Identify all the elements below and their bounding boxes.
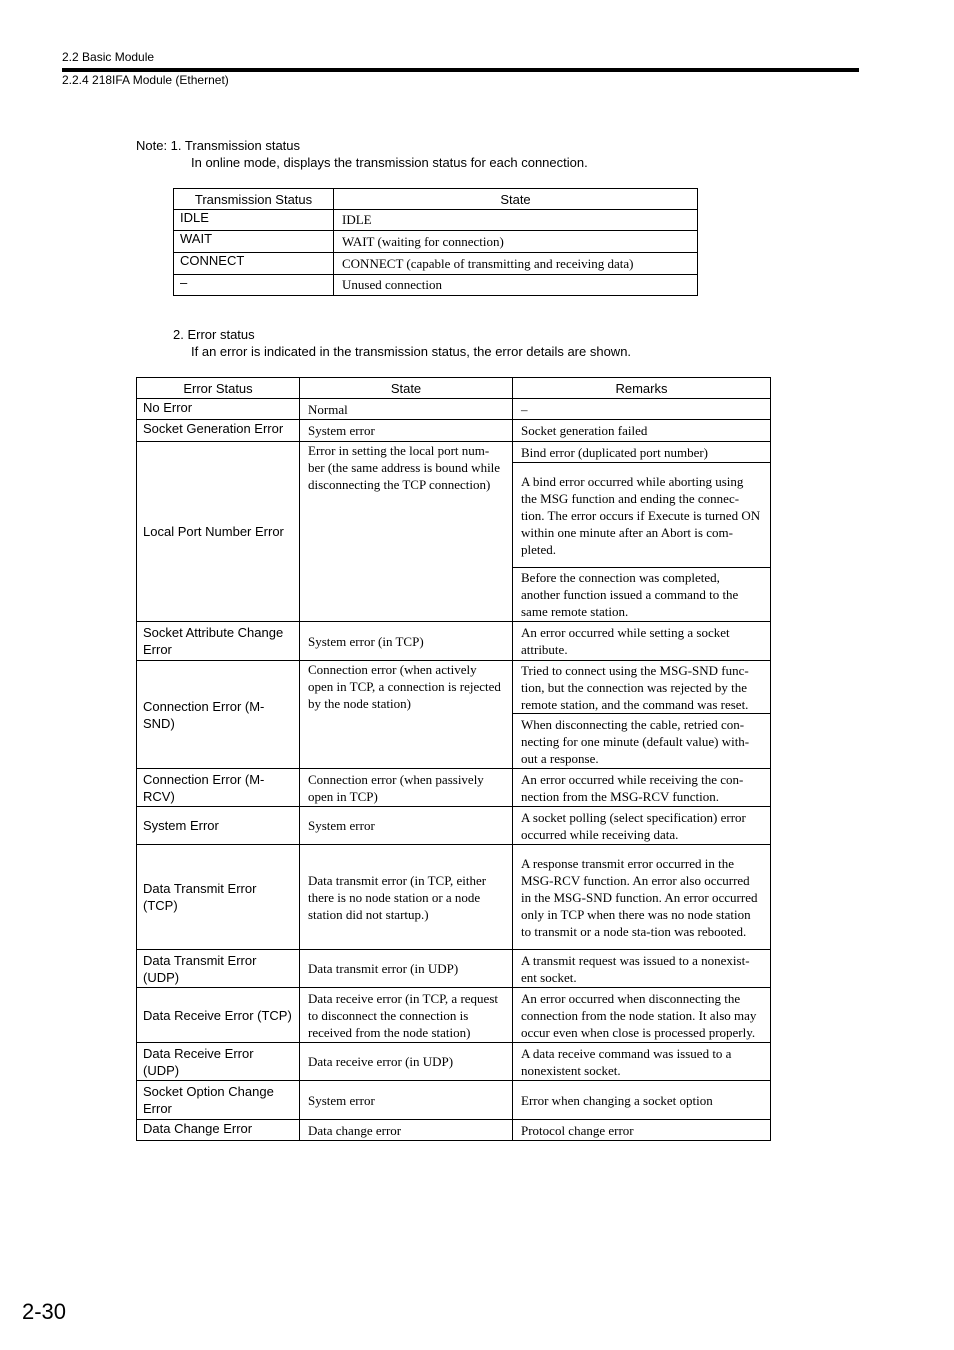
remarks-cell: Socket generation failed	[513, 420, 771, 442]
remarks-cell: An error occurred while receiving the con-nection from the MSG-RCV function.	[513, 769, 771, 807]
state-cell: System error (in TCP)	[300, 622, 513, 661]
table-row	[137, 1043, 771, 1081]
error-status-cell: Socket Attribute Change Error	[137, 622, 300, 661]
note1-title: Note: 1. Transmission status	[136, 138, 301, 153]
state-cell: Data transmit error (in TCP, either there is no node station or a node station did not startup.)	[300, 845, 513, 950]
remarks-cell: An error occurred while setting a socket attribute.	[513, 622, 771, 661]
remarks-cell: Bind error (duplicated port number)	[513, 442, 771, 463]
error-status-cell: Socket Option Change Error	[137, 1081, 300, 1120]
table-row	[137, 950, 771, 988]
table-header-row	[137, 378, 771, 399]
subsection-header: 2.2.4 218IFA Module (Ethernet)	[62, 73, 229, 87]
error-status-cell: System Error	[137, 807, 300, 845]
table-row	[137, 399, 771, 420]
remarks-cell: A data receive command was issued to a nonexistent socket.	[513, 1043, 771, 1081]
state-cell: WAIT (waiting for connection)	[334, 231, 698, 253]
error-status-cell: Data Receive Error (UDP)	[137, 1043, 300, 1081]
transmission-status-table	[173, 188, 698, 296]
state-cell: Data transmit error (in UDP)	[300, 950, 513, 988]
state-cell: System error	[300, 1081, 513, 1120]
header-rule	[62, 68, 859, 72]
status-cell: IDLE	[174, 210, 334, 231]
remarks-cell: A socket polling (select specification) error occurred while receiving data.	[513, 807, 771, 845]
note2-description: If an error is indicated in the transmission status, the error details are shown.	[191, 344, 632, 359]
table-row	[137, 420, 771, 442]
table-row	[137, 661, 771, 714]
error-status-cell: No Error	[137, 399, 300, 420]
state-cell: IDLE	[334, 210, 698, 231]
state-cell: Error in setting the local port num-ber (the same address is bound while disconnecting the TCP connection)	[300, 442, 513, 622]
error-status-cell: Connection Error (M-SND)	[137, 661, 300, 769]
remarks-cell: A bind error occurred while aborting using the MSG function and ending the connec-tion. The error occurs if Execute is turned ON within one minute after an Abort is com-pleted.	[513, 463, 771, 568]
remarks-cell: When disconnecting the cable, retried con-necting for one minute (default value) with-out a response.	[513, 714, 771, 769]
remarks-cell: An error occurred when disconnecting the connection from the node station. It also may occur even when close is processed properly.	[513, 988, 771, 1043]
state-cell: System error	[300, 420, 513, 442]
table-row	[174, 231, 698, 253]
section-header: 2.2 Basic Module	[62, 50, 155, 64]
table-row	[137, 988, 771, 1043]
status-cell: WAIT	[174, 231, 334, 253]
remarks-cell: Tried to connect using the MSG-SND func-tion, but the connection was rejected by the remote station, and the command was reset.	[513, 661, 771, 714]
state-cell: CONNECT (capable of transmitting and receiving data)	[334, 253, 698, 275]
error-status-cell: Connection Error (M-RCV)	[137, 769, 300, 807]
state-cell: System error	[300, 807, 513, 845]
table-row	[137, 807, 771, 845]
state-cell: Normal	[300, 399, 513, 420]
error-status-table	[136, 377, 771, 1141]
note1-description: In online mode, displays the transmission status for each connection.	[191, 155, 588, 170]
state-cell: Data receive error (in TCP, a request to disconnect the connection is received from the node station)	[300, 988, 513, 1043]
state-cell: Data receive error (in UDP)	[300, 1043, 513, 1081]
table-row	[137, 845, 771, 950]
column-header: State	[334, 189, 698, 210]
state-cell: Data change error	[300, 1120, 513, 1141]
error-status-cell: Data Receive Error (TCP)	[137, 988, 300, 1043]
error-status-cell: Data Transmit Error (UDP)	[137, 950, 300, 988]
table-row	[174, 253, 698, 275]
remarks-cell: A transmit request was issued to a nonexist-ent socket.	[513, 950, 771, 988]
column-header: Transmission Status	[174, 189, 334, 210]
column-header: Error Status	[137, 378, 300, 399]
remarks-cell: A response transmit error occurred in the MSG-RCV function. An error also occurred in the MSG-SND function. An error occurred only in TCP when there was no node station to transmit or a node sta-tion was rebooted.	[513, 845, 771, 950]
error-status-cell: Data Transmit Error (TCP)	[137, 845, 300, 950]
table-row	[174, 275, 698, 296]
remarks-cell: Before the connection was completed, another function issued a command to the same remote station.	[513, 568, 771, 622]
column-header: State	[300, 378, 513, 399]
state-cell: Connection error (when passively open in TCP)	[300, 769, 513, 807]
error-status-cell: Data Change Error	[137, 1120, 300, 1141]
error-status-cell: Socket Generation Error	[137, 420, 300, 442]
state-cell: Unused connection	[334, 275, 698, 296]
remarks-cell: Error when changing a socket option	[513, 1081, 771, 1120]
note2-title: 2. Error status	[173, 327, 255, 342]
remarks-cell: –	[513, 399, 771, 420]
table-row	[137, 442, 771, 463]
table-row	[174, 210, 698, 231]
status-cell: CONNECT	[174, 253, 334, 275]
table-row	[137, 769, 771, 807]
page-number: 2-30	[22, 1299, 67, 1324]
table-row	[137, 622, 771, 661]
state-cell: Connection error (when actively open in TCP, a connection is rejected by the node station)	[300, 661, 513, 769]
column-header: Remarks	[513, 378, 771, 399]
status-cell: –	[174, 275, 334, 296]
remarks-cell: Protocol change error	[513, 1120, 771, 1141]
error-status-cell: Local Port Number Error	[137, 442, 300, 622]
table-row	[137, 1081, 771, 1120]
table-row	[137, 1120, 771, 1141]
table-header-row	[174, 189, 698, 210]
